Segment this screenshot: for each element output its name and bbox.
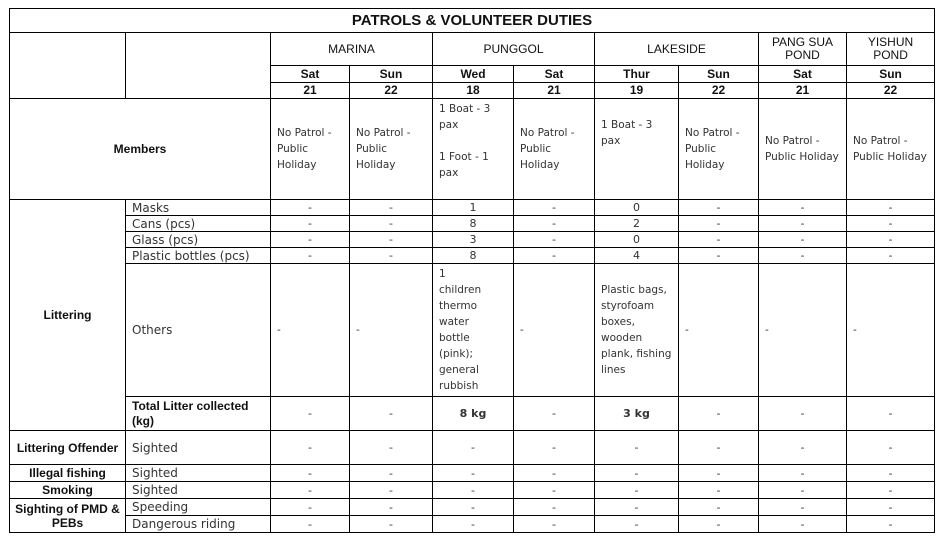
table-cell: - — [514, 465, 595, 482]
table-cell: - — [847, 216, 935, 232]
table-title: PATROLS & VOLUNTEER DUTIES — [10, 9, 935, 33]
pmd-peb-label: Sighting of PMD & PEBs — [10, 499, 126, 533]
day-header: Sun — [350, 66, 433, 83]
table-cell: 4 — [595, 248, 679, 264]
table-cell: - — [514, 516, 595, 533]
table-cell: 0 — [595, 232, 679, 248]
table-cell: - — [271, 397, 350, 431]
members-cell: No Patrol - Public Holiday — [271, 99, 350, 200]
littering-row-label: Masks — [126, 200, 271, 216]
table-cell: 0 — [595, 200, 679, 216]
blank-header-cell-1 — [10, 33, 126, 99]
table-cell: - — [679, 232, 759, 248]
location-punggol: PUNGGOL — [433, 33, 595, 66]
table-cell: - — [271, 232, 350, 248]
table-cell: - — [759, 248, 847, 264]
table-cell: - — [350, 465, 433, 482]
day-header: Thur — [595, 66, 679, 83]
members-label: Members — [10, 99, 271, 200]
littering-offender-label: Littering Offender — [10, 431, 126, 465]
sighted-label: Sighted — [126, 482, 271, 499]
members-cell: 1 Boat - 3 pax — [595, 99, 679, 200]
illegal-fishing-label: Illegal fishing — [10, 465, 126, 482]
table-cell: - — [514, 397, 595, 431]
table-cell: - — [271, 482, 350, 499]
table-cell: - — [514, 248, 595, 264]
table-cell: - — [759, 200, 847, 216]
table-cell: - — [759, 264, 847, 397]
table-cell: - — [350, 264, 433, 397]
table-cell: - — [514, 216, 595, 232]
table-cell: - — [847, 248, 935, 264]
sighted-label: Sighted — [126, 431, 271, 465]
littering-row-label: Glass (pcs) — [126, 232, 271, 248]
littering-row-label: Cans (pcs) — [126, 216, 271, 232]
location-pang-sua-pond: PANG SUA POND — [759, 33, 847, 66]
table-cell: - — [847, 499, 935, 516]
date-header: 22 — [350, 83, 433, 99]
table-cell: - — [679, 465, 759, 482]
table-cell: - — [595, 516, 679, 533]
table-cell: - — [847, 516, 935, 533]
table-cell: - — [350, 516, 433, 533]
table-cell: 1 — [433, 200, 514, 216]
day-header: Wed — [433, 66, 514, 83]
table-cell: - — [595, 465, 679, 482]
table-cell: - — [679, 248, 759, 264]
smoking-label: Smoking — [10, 482, 126, 499]
pmd-row-label: Dangerous riding — [126, 516, 271, 533]
table-cell: - — [679, 200, 759, 216]
table-cell: - — [595, 431, 679, 465]
members-cell: 1 Boat - 3 pax 1 Foot - 1 pax — [433, 99, 514, 200]
total-litter-value: 3 kg — [595, 397, 679, 431]
littering-row-label: Plastic bottles (pcs) — [126, 248, 271, 264]
day-header: Sun — [679, 66, 759, 83]
table-cell: - — [679, 499, 759, 516]
blank-header-cell-2 — [126, 33, 271, 99]
pmd-row-label: Speeding — [126, 499, 271, 516]
table-cell: - — [350, 431, 433, 465]
day-header: Sat — [271, 66, 350, 83]
table-cell: - — [350, 200, 433, 216]
table-cell: - — [271, 248, 350, 264]
table-cell: - — [350, 232, 433, 248]
table-cell: - — [847, 232, 935, 248]
location-marina: MARINA — [271, 33, 433, 66]
table-cell: 8 — [433, 216, 514, 232]
date-header: 21 — [271, 83, 350, 99]
table-cell: - — [847, 397, 935, 431]
members-cell: No Patrol - Public Holiday — [759, 99, 847, 200]
table-cell: - — [759, 232, 847, 248]
location-lakeside: LAKESIDE — [595, 33, 759, 66]
table-cell: - — [271, 264, 350, 397]
table-cell: - — [271, 431, 350, 465]
table-cell: - — [350, 482, 433, 499]
table-cell: - — [679, 516, 759, 533]
duties-table — [9, 8, 935, 533]
table-cell: - — [847, 431, 935, 465]
total-litter-label: Total Litter collected (kg) — [126, 397, 271, 431]
table-cell: - — [514, 200, 595, 216]
members-cell: No Patrol - Public Holiday — [350, 99, 433, 200]
table-cell: - — [433, 499, 514, 516]
table-cell: - — [847, 264, 935, 397]
table-cell: - — [759, 397, 847, 431]
table-cell: - — [433, 465, 514, 482]
others-lakeside-note: Plastic bags, styrofoam boxes, wooden plank, fishing lines — [595, 264, 679, 397]
table-cell: 8 — [433, 248, 514, 264]
table-cell: - — [679, 264, 759, 397]
table-cell: - — [514, 264, 595, 397]
table-cell: - — [350, 216, 433, 232]
date-header: 22 — [847, 83, 935, 99]
table-cell: - — [514, 232, 595, 248]
total-litter-value: 8 kg — [433, 397, 514, 431]
date-header: 21 — [514, 83, 595, 99]
table-cell: - — [679, 216, 759, 232]
sighted-label: Sighted — [126, 465, 271, 482]
table-cell: - — [595, 482, 679, 499]
table-cell: - — [759, 431, 847, 465]
table-cell: - — [759, 465, 847, 482]
table-cell: - — [433, 482, 514, 499]
table-cell: - — [759, 216, 847, 232]
table-cell: - — [433, 431, 514, 465]
table-cell: - — [350, 397, 433, 431]
table-cell: - — [271, 200, 350, 216]
table-cell: - — [350, 499, 433, 516]
table-cell: - — [847, 200, 935, 216]
table-cell: 2 — [595, 216, 679, 232]
table-cell: - — [759, 499, 847, 516]
table-cell: - — [271, 465, 350, 482]
others-punggol-note: 1 children thermo water bottle (pink); general rubbish — [433, 264, 514, 397]
table-cell: - — [847, 482, 935, 499]
table-cell: - — [433, 516, 514, 533]
table-cell: - — [514, 431, 595, 465]
table-cell: - — [759, 516, 847, 533]
table-cell: - — [759, 482, 847, 499]
members-cell: No Patrol - Public Holiday — [679, 99, 759, 200]
table-cell: - — [514, 499, 595, 516]
table-cell: - — [271, 499, 350, 516]
table-cell: - — [514, 482, 595, 499]
members-cell: No Patrol - Public Holiday — [514, 99, 595, 200]
table-cell: - — [350, 248, 433, 264]
members-cell: No Patrol - Public Holiday — [847, 99, 935, 200]
table-cell: 3 — [433, 232, 514, 248]
table-cell: - — [679, 482, 759, 499]
day-header: Sat — [759, 66, 847, 83]
table-cell: - — [847, 465, 935, 482]
date-header: 18 — [433, 83, 514, 99]
day-header: Sun — [847, 66, 935, 83]
date-header: 21 — [759, 83, 847, 99]
table-cell: - — [679, 431, 759, 465]
table-cell: - — [595, 499, 679, 516]
day-header: Sat — [514, 66, 595, 83]
littering-label: Littering — [10, 200, 126, 431]
date-header: 22 — [679, 83, 759, 99]
table-cell: - — [679, 397, 759, 431]
date-header: 19 — [595, 83, 679, 99]
table-cell: - — [271, 216, 350, 232]
table-cell: - — [271, 516, 350, 533]
littering-others-label: Others — [126, 264, 271, 397]
location-yishun-pond: YISHUN POND — [847, 33, 935, 66]
